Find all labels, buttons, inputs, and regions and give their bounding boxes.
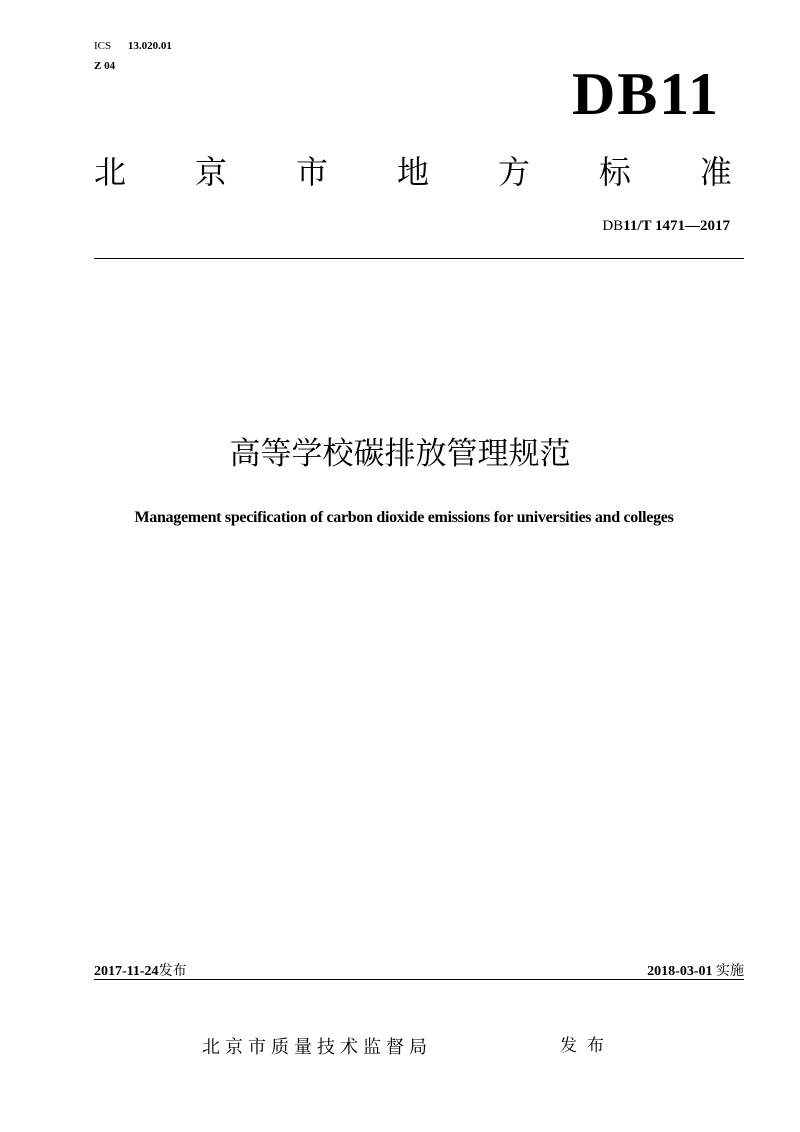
- classification-code: Z 04: [94, 60, 116, 72]
- issue-date: 2017-11-24: [94, 964, 159, 979]
- ics-label: ICS: [94, 40, 112, 52]
- standard-number: [602, 218, 730, 235]
- implement-date-line: [647, 960, 744, 980]
- standard-type-char: 京: [194, 153, 227, 191]
- standard-type-char: 北: [94, 153, 127, 191]
- ics-code: 13.020.01: [127, 40, 172, 52]
- title-english: Management specification of carbon dioxide emissions for universities and colleges: [134, 509, 674, 526]
- implement-date: 2018-03-01: [647, 964, 713, 979]
- standard-type-char: 市: [295, 153, 328, 191]
- footer-divider: [94, 979, 744, 980]
- standard-type-char: 方: [497, 153, 530, 191]
- standard-number-code: 11/T 1471—2017: [623, 218, 730, 234]
- ics-line: [94, 40, 172, 52]
- implement-date-suffix: 实施: [716, 963, 744, 979]
- title-chinese: 高等学校碳排放管理规范: [229, 436, 571, 472]
- header-divider: [94, 258, 744, 259]
- standard-type-char: 地: [396, 153, 429, 191]
- publisher-action: 发布: [560, 1036, 614, 1056]
- standard-type-heading: [94, 153, 732, 191]
- standard-type-char: 准: [699, 153, 732, 191]
- standard-number-prefix: DB: [602, 218, 624, 234]
- issue-date-line: [94, 960, 187, 980]
- standard-type-char: 标: [598, 153, 631, 191]
- db-standard-mark: DB11: [571, 61, 720, 127]
- issue-date-suffix: 发布: [158, 963, 187, 979]
- publisher-name: 北京市质量技术监督局: [202, 1037, 432, 1058]
